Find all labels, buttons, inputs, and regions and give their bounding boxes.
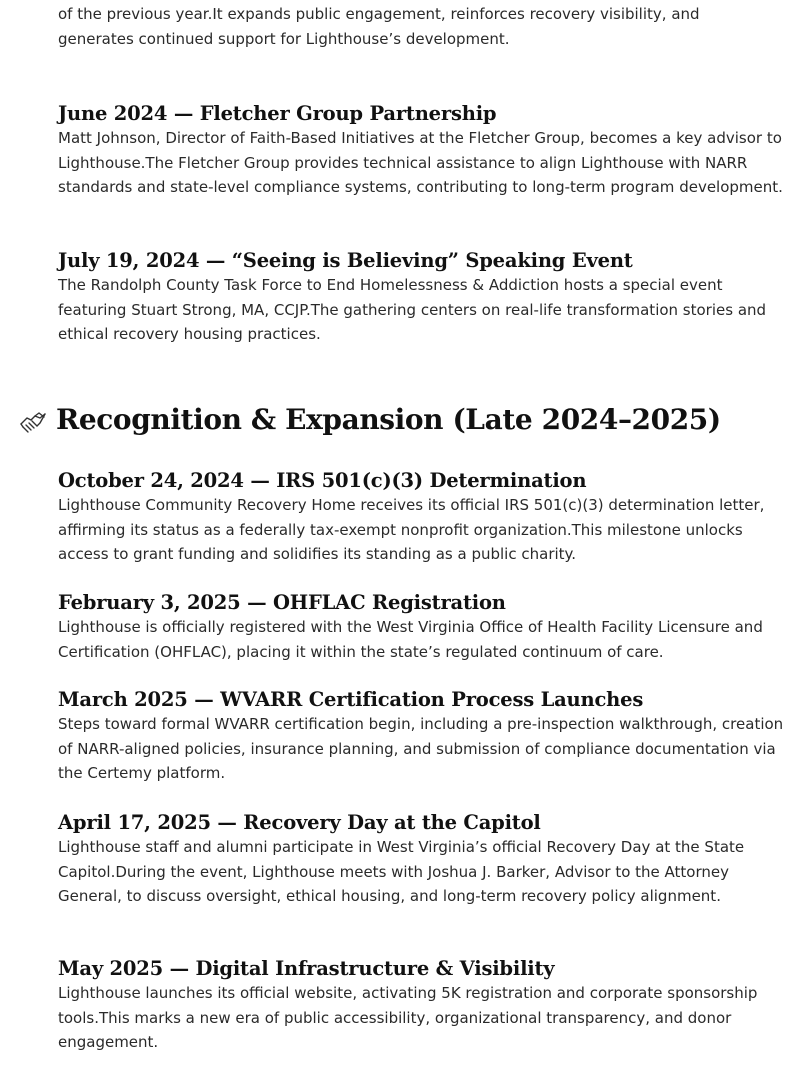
intro-paragraph: of the previous year.It expands public engagement, reinforces recovery visibility, and generates continued support for Lighthouse’s development. bbox=[58, 5, 700, 48]
entry-title: October 24, 2024 — IRS 501(c)(3) Determination bbox=[58, 469, 587, 492]
entry-title: May 2025 — Digital Infrastructure & Visibility bbox=[58, 957, 555, 980]
entry-title: March 2025 — WVARR Certification Process Launches bbox=[58, 688, 644, 711]
timeline-entry-may-2025 bbox=[58, 957, 786, 1055]
entry-body: The Randolph County Task Force to End Homelessness & Addiction hosts a special event featuring Stuart Strong, MA, CCJP.The gathering centers on real-life transformation stories and ethical recovery housing practices. bbox=[58, 276, 767, 343]
timeline-entry-march-2025 bbox=[58, 688, 786, 786]
timeline-entry-july-2024 bbox=[58, 249, 786, 347]
entry-title: July 19, 2024 — “Seeing is Believing” Speaking Event bbox=[58, 249, 633, 272]
timeline-entry-february-2025 bbox=[58, 591, 786, 664]
entry-body: Lighthouse launches its official website, activating 5K registration and corporate sponsorship tools.This marks a new era of public accessibility, organizational transparency, and donor engagement. bbox=[58, 984, 758, 1051]
entry-title: June 2024 — Fletcher Group Partnership bbox=[58, 102, 497, 125]
entry-body: Lighthouse is officially registered with the West Virginia Office of Health Facility Licensure and Certification (OHFLAC), placing it within the state’s regulated continuum of care. bbox=[58, 618, 763, 661]
timeline-entry-october-2024 bbox=[58, 469, 786, 567]
section-title: Recognition & Expansion (Late 2024–2025) bbox=[56, 403, 721, 436]
entry-title: April 17, 2025 — Recovery Day at the Capitol bbox=[58, 811, 541, 834]
entry-body: Lighthouse staff and alumni participate in West Virginia’s official Recovery Day at the State Capitol.During the event, Lighthouse meets with Joshua J. Barker, Advisor to the Attorney General, to discuss oversight, ethical housing, and long-term recovery policy alignment. bbox=[58, 838, 745, 905]
timeline-entry-april-2025 bbox=[58, 811, 786, 909]
entry-body: Lighthouse Community Recovery Home receives its official IRS 501(c)(3) determination letter, affirming its status as a federally tax-exempt nonprofit organization.This milestone unlocks access to grant funding and solidifies its standing as a public charity. bbox=[58, 496, 765, 563]
timeline-entry-june-2024 bbox=[58, 102, 786, 200]
entry-title: February 3, 2025 — OHFLAC Registration bbox=[58, 591, 506, 614]
handshake-icon bbox=[18, 405, 48, 435]
entry-body: Matt Johnson, Director of Faith-Based Initiatives at the Fletcher Group, becomes a key advisor to Lighthouse.The Fletcher Group provides technical assistance to align Lighthouse with NARR standards and state-level compliance systems, contributing to long-term program development. bbox=[58, 129, 783, 196]
entry-body: Steps toward formal WVARR certification begin, including a pre-inspection walkthrough, creation of NARR-aligned policies, insurance planning, and submission of compliance documentation via the Certemy platform. bbox=[58, 715, 784, 782]
section-heading bbox=[18, 400, 721, 440]
